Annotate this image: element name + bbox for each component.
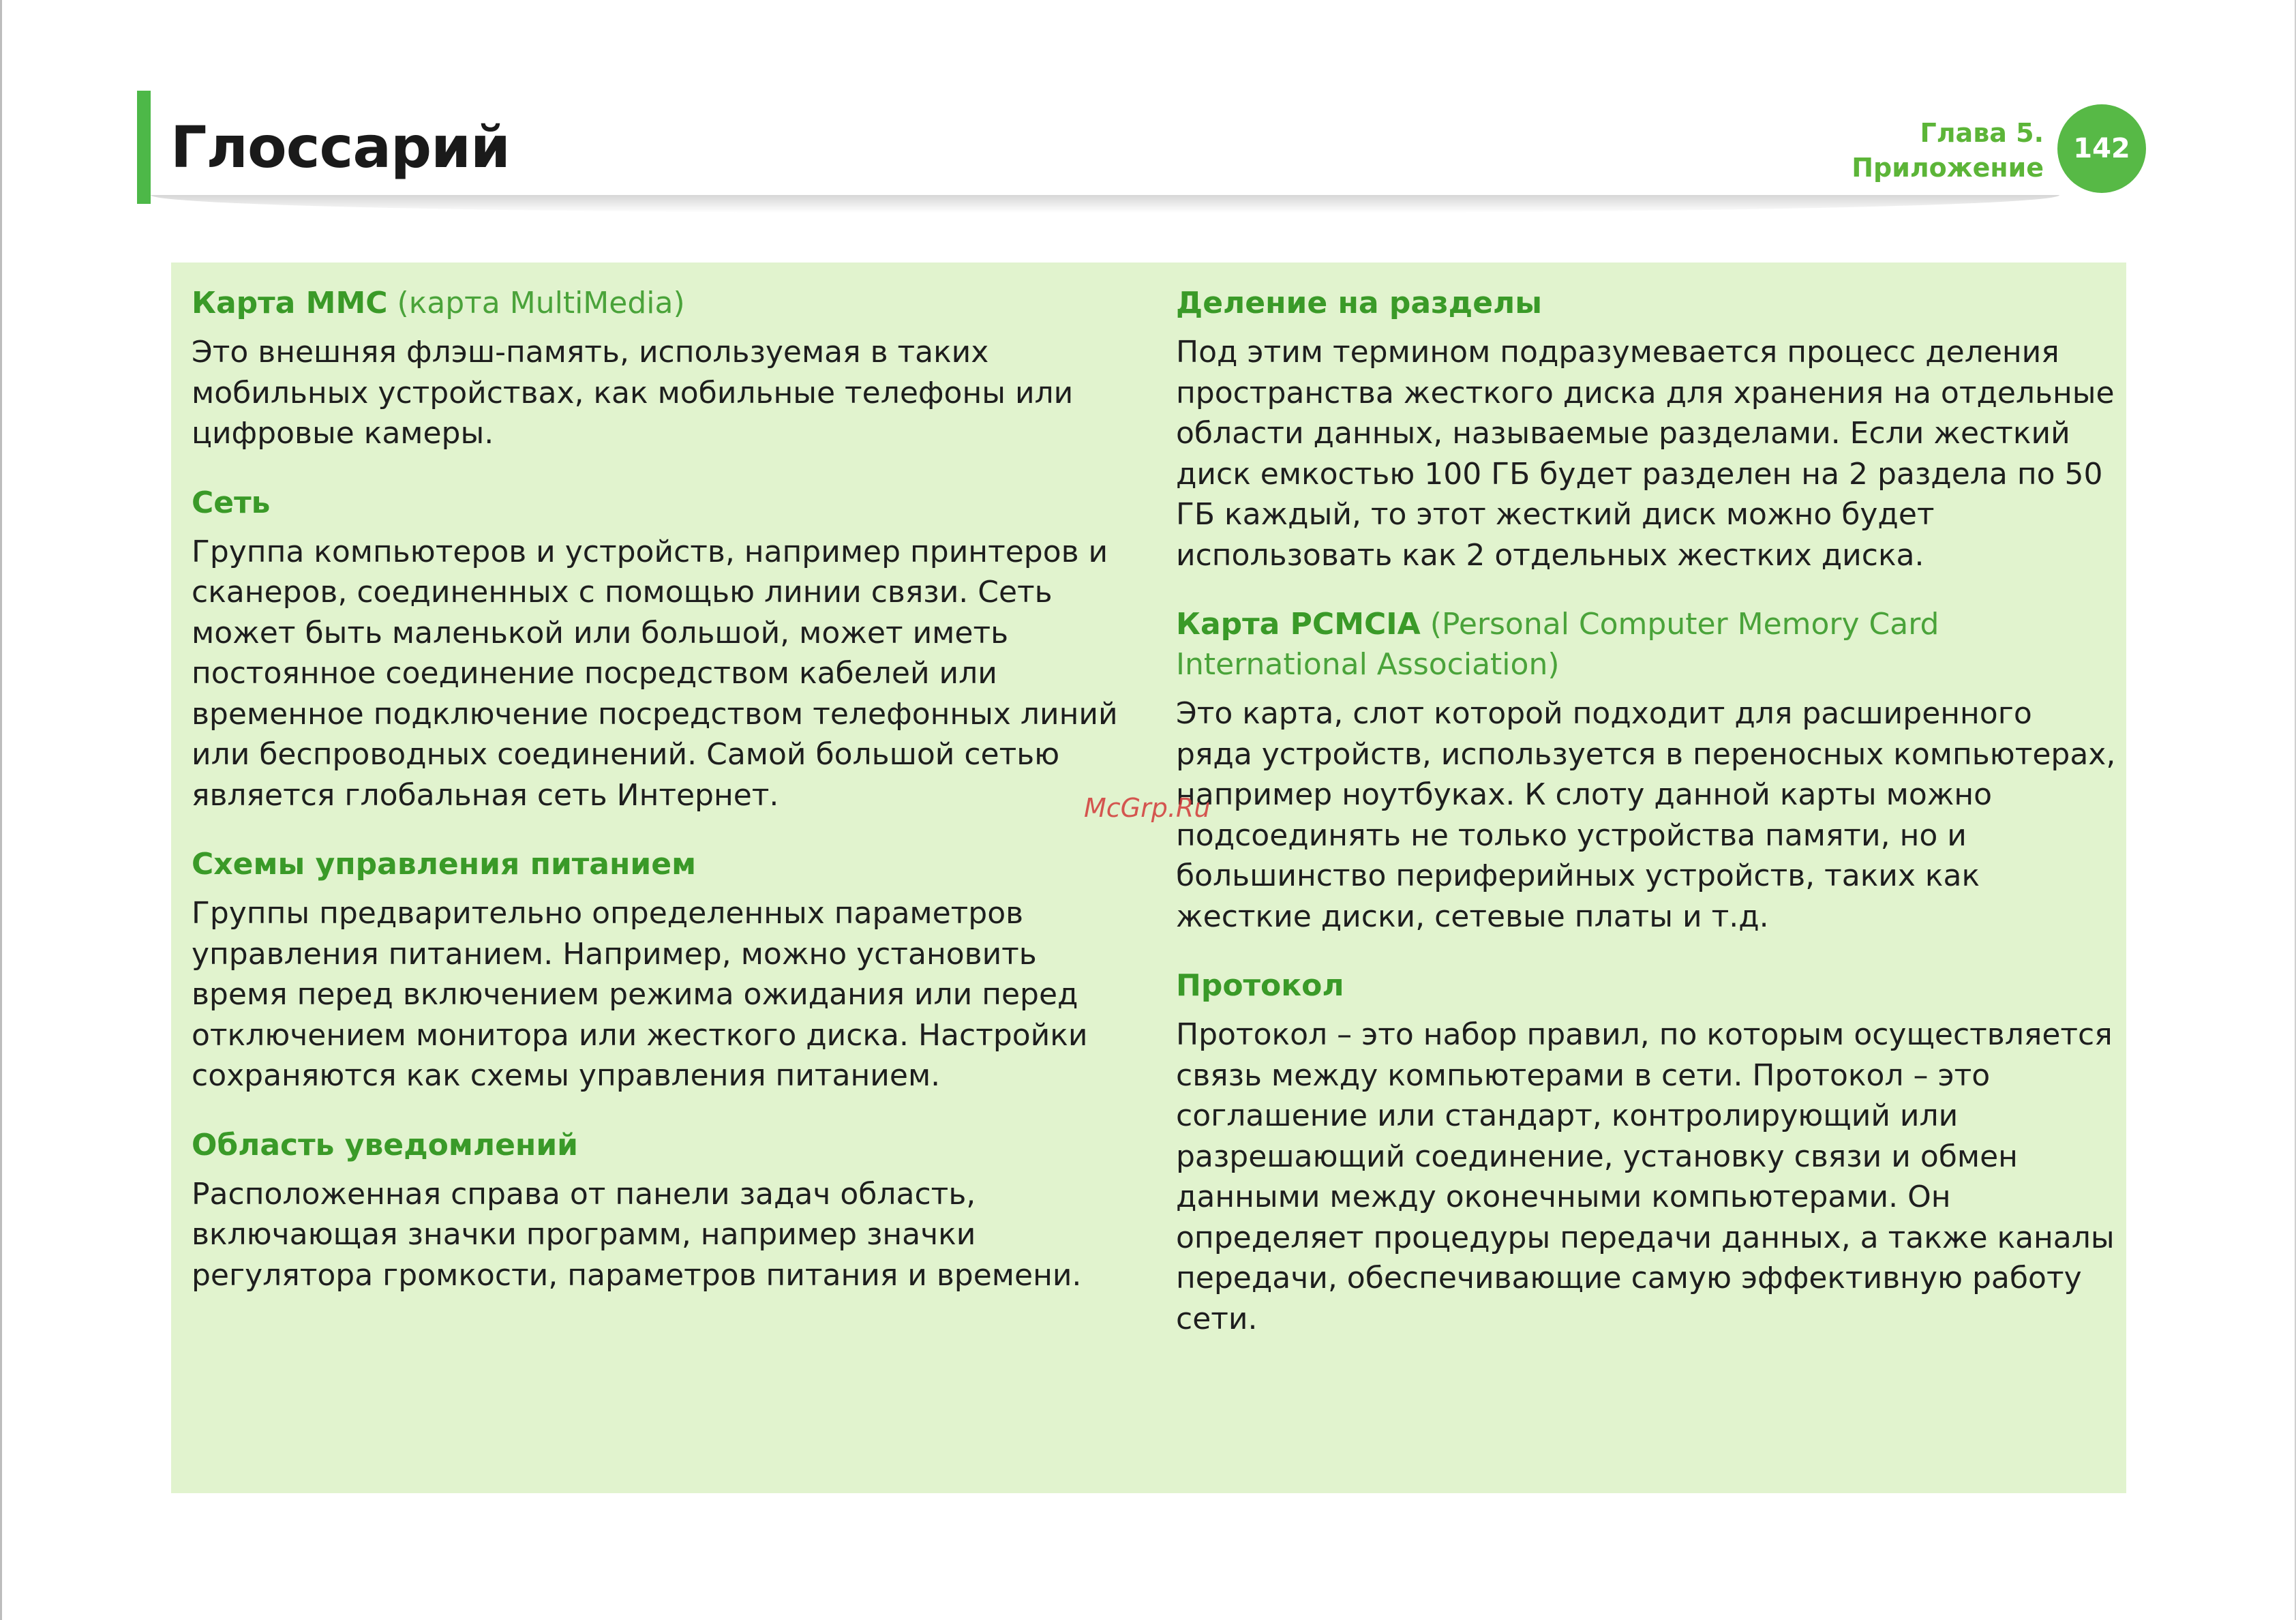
term-note: (Personal Computer Memory Card International Association) xyxy=(1176,607,1939,682)
term-name: Карта PCMCIA xyxy=(1176,607,1421,642)
glossary-term xyxy=(1176,965,2117,1006)
glossary-entry-mmc xyxy=(192,283,1139,454)
glossary-definition: Группа компьютеров и устройств, например принтеров и сканеров, соединенных с помощью линии связи. Сеть может быть маленькой или большой, может иметь постоянное соединение посредством кабелей или временное подключение посредством телефонных линий или беспроводных соединений. Самой большой сетью является глобальная сеть Интернет. xyxy=(192,534,1118,813)
glossary-term xyxy=(1176,604,2117,685)
glossary-definition: Под этим термином подразумевается процесс деления пространства жесткого диска для хранения на отдельные области данных, называемые разделами. Если жесткий диск емкостью 100 ГБ будет разделен на 2 раздела по 50 ГБ каждый, то этот жесткий диск можно будет использовать как 2 отдельных жестких диска. xyxy=(1176,335,2115,573)
page-number-badge: 142 xyxy=(2057,104,2146,193)
term-name: Область уведомлений xyxy=(192,1127,578,1162)
page-title: Глоссарий xyxy=(170,114,510,181)
glossary-definition: Это карта, слот которой подходит для расширенного ряда устройств, используется в переносных компьютерах, например ноутбуках. К слоту данной карты можно подсоединять не только устройства памяти, но и большинство периферийных устройств, таких как жесткие диски, сетевые платы и т.д. xyxy=(1176,696,2116,934)
glossary-term xyxy=(192,483,1139,523)
header-divider-shadow xyxy=(151,195,2059,213)
glossary-definition: Расположенная справа от панели задач область, включающая значки программ, например значки регулятора громкости, параметров питания и времени. xyxy=(192,1176,1082,1293)
term-name: Протокол xyxy=(1176,968,1344,1003)
term-name: Деление на разделы xyxy=(1176,286,1543,320)
title-accent-bar xyxy=(137,91,151,204)
glossary-term xyxy=(192,283,1139,323)
term-name: Схемы управления питанием xyxy=(192,847,697,882)
chapter-number: Глава 5. xyxy=(1920,118,2044,148)
glossary-entry-pcmcia xyxy=(1176,604,2117,937)
glossary-term xyxy=(192,844,1139,884)
glossary-entry-protocol xyxy=(1176,965,2117,1339)
glossary-entry-power-schemes xyxy=(192,844,1139,1096)
glossary-panel xyxy=(171,262,2126,1493)
term-name: Карта MMC xyxy=(192,286,388,320)
term-note: (карта MultiMedia) xyxy=(397,286,685,320)
glossary-column-left xyxy=(192,283,1139,1324)
glossary-definition: Протокол – это набор правил, по которым осуществляется связь между компьютерами в сети. Протокол – это соглашение или стандарт, контролирующий или разрешающий соединение, установку связи и обмен данными между оконечными компьютерами. Он определяет процедуры передачи данных, а также каналы передачи, обеспечивающие самую эффективную работу сети. xyxy=(1176,1017,2115,1336)
chapter-title: Приложение xyxy=(1852,153,2044,183)
watermark-text: McGrp.Ru xyxy=(1084,793,1211,823)
glossary-definition: Группы предварительно определенных параметров управления питанием. Например, можно установить время перед включением режима ожидания или перед отключением монитора или жесткого диска. Настройки сохраняются как схемы управления питанием. xyxy=(192,896,1088,1093)
glossary-term xyxy=(1176,283,2117,323)
term-name: Сеть xyxy=(192,485,271,520)
glossary-entry-notification-area xyxy=(192,1125,1139,1296)
chapter-label xyxy=(1852,116,2044,185)
page-border-left xyxy=(0,0,2,1620)
glossary-term xyxy=(192,1125,1139,1165)
glossary-column-right xyxy=(1176,283,2117,1368)
glossary-entry-partitioning xyxy=(1176,283,2117,575)
glossary-entry-network xyxy=(192,483,1139,816)
glossary-definition: Это внешняя флэш-память, используемая в таких мобильных устройствах, как мобильные телефоны или цифровые камеры. xyxy=(192,335,1074,451)
